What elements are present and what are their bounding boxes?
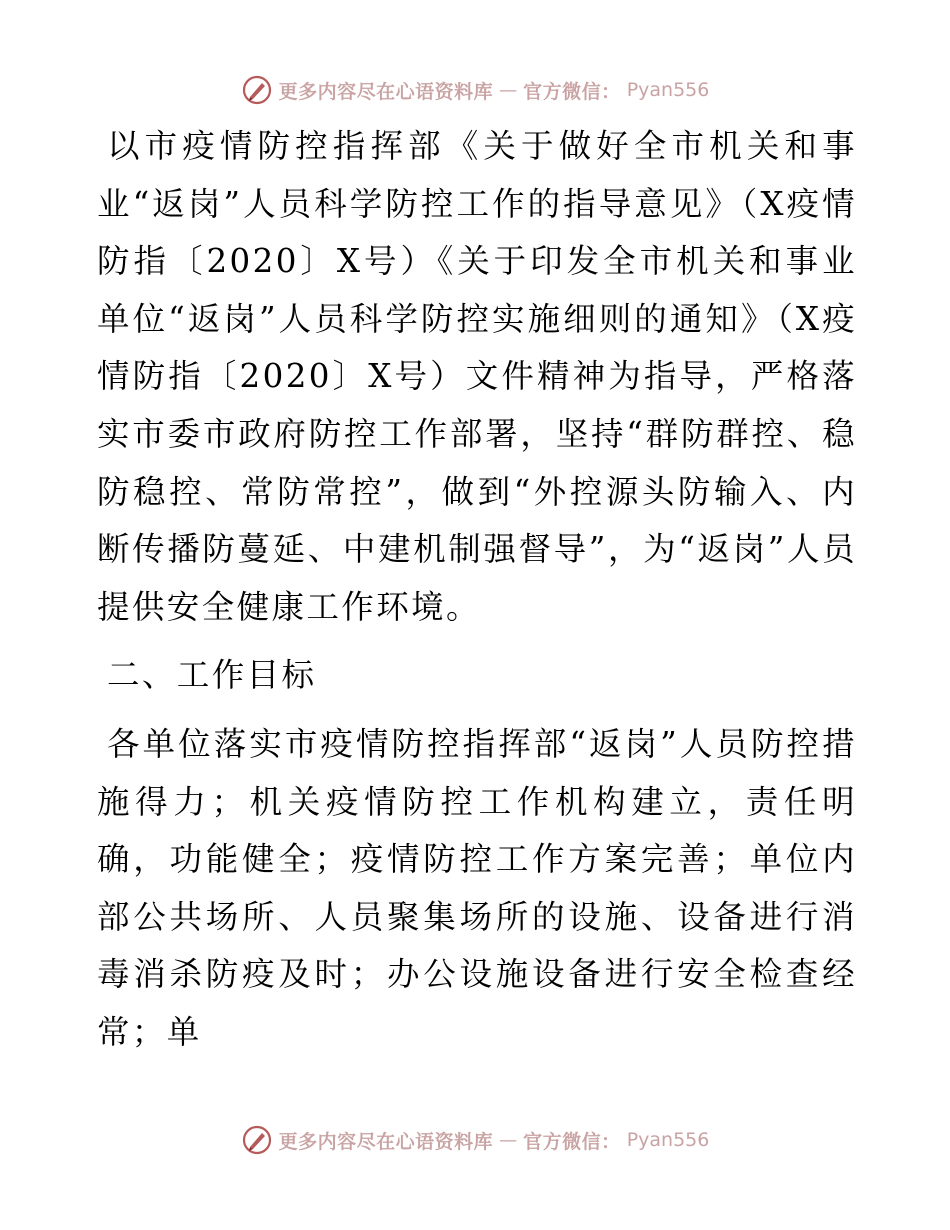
watermark-dash: — [499,1129,518,1151]
document-body [97,118,857,1062]
watermark-id: Pyan556 [626,1129,710,1151]
section-heading-work-goals: 二、工作目标 [107,656,317,695]
paragraph-work-goals: 各单位落实市疫情防控指挥部“返岗”人员防控措施得力；机关疫情防控工作机构建立，责任明确，功能健全；疫情防控工作方案完善；单位内部公共场所、人员聚集场所的设施、设备进行消毒消杀防疫及时；办公设施设备进行安全检查经常；单 [97,724,857,1051]
header-watermark [0,72,950,108]
watermark-text: 更多内容尽在心语资料库 [278,80,494,103]
footer-watermark [0,1122,950,1158]
watermark-label: 官方微信： [523,80,621,103]
pen-logo-icon [241,74,273,106]
watermark-dash: — [499,79,518,101]
watermark-label: 官方微信： [523,1130,621,1153]
pen-logo-icon [241,1124,273,1156]
paragraph-intro: 以市疫情防控指挥部《关于做好全市机关和事业“返岗”人员科学防控工作的指导意见》（X疫情防指〔2020〕X号）《关于印发全市机关和事业单位“返岗”人员科学防控实施细则的通知》（X疫情防指〔2020〕X号）文件精神为指导，严格落实市委市政府防控工作部署，坚持“群防群控、稳防稳控、常防常控”，做到“外控源头防输入、内断传播防蔓延、中建机制强督导”，为“返岗”人员提供安全健康工作环境。 [97,127,857,626]
watermark-id: Pyan556 [626,79,710,101]
watermark-text: 更多内容尽在心语资料库 [278,1130,494,1153]
